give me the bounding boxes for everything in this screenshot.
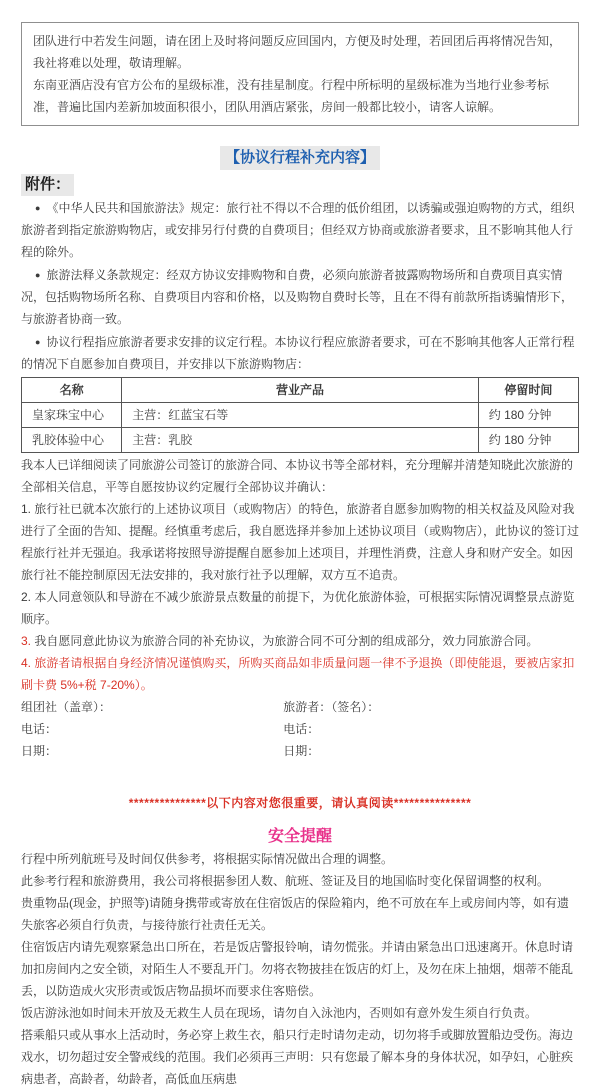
store-duration-cell: 约 180 分钟 (478, 403, 578, 428)
organizer-seal-label: 组团社（盖章）： (21, 700, 112, 714)
tourist-date-label: 日期： (283, 744, 320, 758)
safety-paragraph: 搭乘船只或从事水上活动时，务必穿上救生衣，船只行走时请勿走动，切勿将手或脚放置船边受伤。海边戏水，切勿超过安全警戒线的范围。我们必须再三声明：只有您最了解本身的身体状况，如孕妇，心脏疾病患者，高龄者，幼龄者，高低血压病患 (21, 1028, 574, 1086)
tourist-signature-label: 旅游者：（签名）： (283, 700, 380, 714)
column-header-duration: 停留时间 (478, 378, 578, 403)
signature-row (21, 740, 579, 762)
safety-paragraph: 饭店游泳池如时间未开放及无救生人员在现场，请勿自入泳池内，否则如有意外发生须自行负责。 (21, 1006, 538, 1020)
item-3-text: 我自愿同意此协议为旅游合同的补充协议，为旅游合同不可分割的组成部分，效力同旅游合同。 (34, 634, 539, 648)
safety-paragraph: 贵重物品(现金，护照等)请随身携带或寄放在住宿饭店的保险箱内，绝不可放在车上或房间内等，如有遗失旅客必须自行负责，与接待旅行社责任无关。 (21, 896, 569, 932)
bullet-icon: ● (35, 337, 41, 347)
item-3-number: 3. (21, 634, 32, 648)
store-duration-cell: 约 180 分钟 (478, 428, 578, 453)
attachment-label: 附件： (21, 174, 74, 196)
table-row (22, 403, 579, 428)
safety-paragraph: 此参考行程和旅游费用，我公司将根据参团人数、航班、签证及目的地国临时变化保留调整的权利。 (21, 874, 550, 888)
safety-section (21, 826, 579, 1090)
notice-box (21, 22, 579, 126)
organizer-date-label: 日期： (21, 744, 58, 758)
notice-paragraph: 东南亚酒店没有官方公布的星级标准，没有挂星制度。行程中所标明的星级标准为当地行业参考标准，普遍比国内差新加坡面积很小，团队用酒店紧张，房间一般都比较小，请客人谅解。 (33, 78, 550, 114)
shopping-stores-table (21, 377, 579, 453)
table-row (22, 428, 579, 453)
confirmation-item-3 (21, 630, 579, 652)
supplement-heading: 【协议行程补充内容】 (220, 146, 380, 170)
store-products-cell: 主营：红蓝宝石等 (122, 403, 478, 428)
law-bullet-3 (21, 331, 579, 375)
safety-paragraph: 住宿饭店内请先观察紧急出口所在，若是饭店警报铃响，请勿慌张。并请由紧急出口迅速离开。休息时请加扣房间内之安全锁，对陌生人不要乱开门。勿将衣物披挂在饭店的灯上，及勿在床上抽烟，烟蒂不能乱丢，以防造成火灾形责或饭店物品损坏而要求住客赔偿。 (21, 940, 574, 998)
confirmation-intro: 我本人已详细阅读了同旅游公司签订的旅游合同、本协议书等全部材料，充分理解并清楚知晓此次旅游的全部相关信息，平等自愿按协议约定履行全部协议并确认： (21, 458, 574, 494)
signature-row (21, 718, 579, 740)
supplement-heading-row (21, 146, 579, 170)
law-bullet-1 (21, 197, 579, 263)
law-bullet-3-text: 协议行程指应旅游者要求安排的议定行程。本协议行程应旅游者要求，可在不影响其他客人正常行程的情况下自愿参加自费项目，并安排以下旅游购物店： (21, 335, 575, 371)
important-notice-line: ***************以下内容对您很重要，请认真阅读*************** (128, 796, 472, 810)
safety-heading: 安全提醒 (267, 828, 332, 845)
table-header-row (22, 378, 579, 403)
notice-paragraph: 团队进行中若发生问题，请在团上及时将问题反应回国内，方便及时处理，若回团后再将情况告知，我社将难以处理，敬请理解。 (33, 34, 562, 70)
confirmation-item-4: 4. 旅游者请根据自身经济情况谨慎购买，所购买商品如非质量问题一律不予退换（即使能退，要被店家扣刷卡费 5%+税 7-20%）。 (21, 656, 575, 692)
column-header-name: 名称 (22, 378, 122, 403)
signature-row (21, 696, 579, 718)
bullet-icon: ● (35, 270, 41, 280)
law-bullet-2 (21, 264, 579, 330)
organizer-phone-label: 电话： (21, 722, 58, 736)
confirmation-item-1: 1. 旅行社已就本次旅行的上述协议项目（或购物店）的特色，旅游者自愿参加购物的相关权益及风险对我进行了全面的告知、提醒。经慎重考虑后，我自愿选择并参加上述协议项目（或购物店），此协议的签订过程旅行社并无强迫。我承诺将按照导游提醒自愿参加上述项目，并理性消费，注意人身和财产安全。如因旅行社不能控制原因无法安排的，我对旅行社予以理解，双方互不追责。 (21, 502, 580, 582)
tourist-phone-label: 电话： (283, 722, 320, 736)
confirmation-item-2: 2. 本人同意领队和导游在不减少旅游景点数量的前提下，为优化旅游体验，可根据实际情况调整景点游览顺序。 (21, 590, 575, 626)
store-products-cell: 主营：乳胶 (122, 428, 478, 453)
column-header-products: 营业产品 (122, 378, 478, 403)
law-bullet-2-text: 旅游法释义条款规定：经双方协议安排购物和自费，必须向旅游者披露购物场所和自费项目真实情况，包括购物场所名称、自费项目内容和价格，以及购物自费时长等，且在不得有前款所指诱骗情形下，与旅游者协商一致。 (21, 268, 574, 326)
law-bullet-1-text: 《中华人民共和国旅游法》规定：旅行社不得以不合理的低价组团，以诱骗或强迫购物的方式，组织旅游者到指定旅游购物店，或安排另行付费的自费项目；但经双方协商或旅游者要求，且不影响其他人行程的除外。 (21, 201, 575, 259)
attachment-row (21, 174, 579, 196)
safety-paragraph: 行程中所列航班号及时间仅供参考，将根据实际情况做出合理的调整。 (21, 852, 394, 866)
bullet-icon: ● (35, 203, 41, 213)
store-name-cell: 乳胶体验中心 (22, 428, 122, 453)
store-name-cell: 皇家珠宝中心 (22, 403, 122, 428)
